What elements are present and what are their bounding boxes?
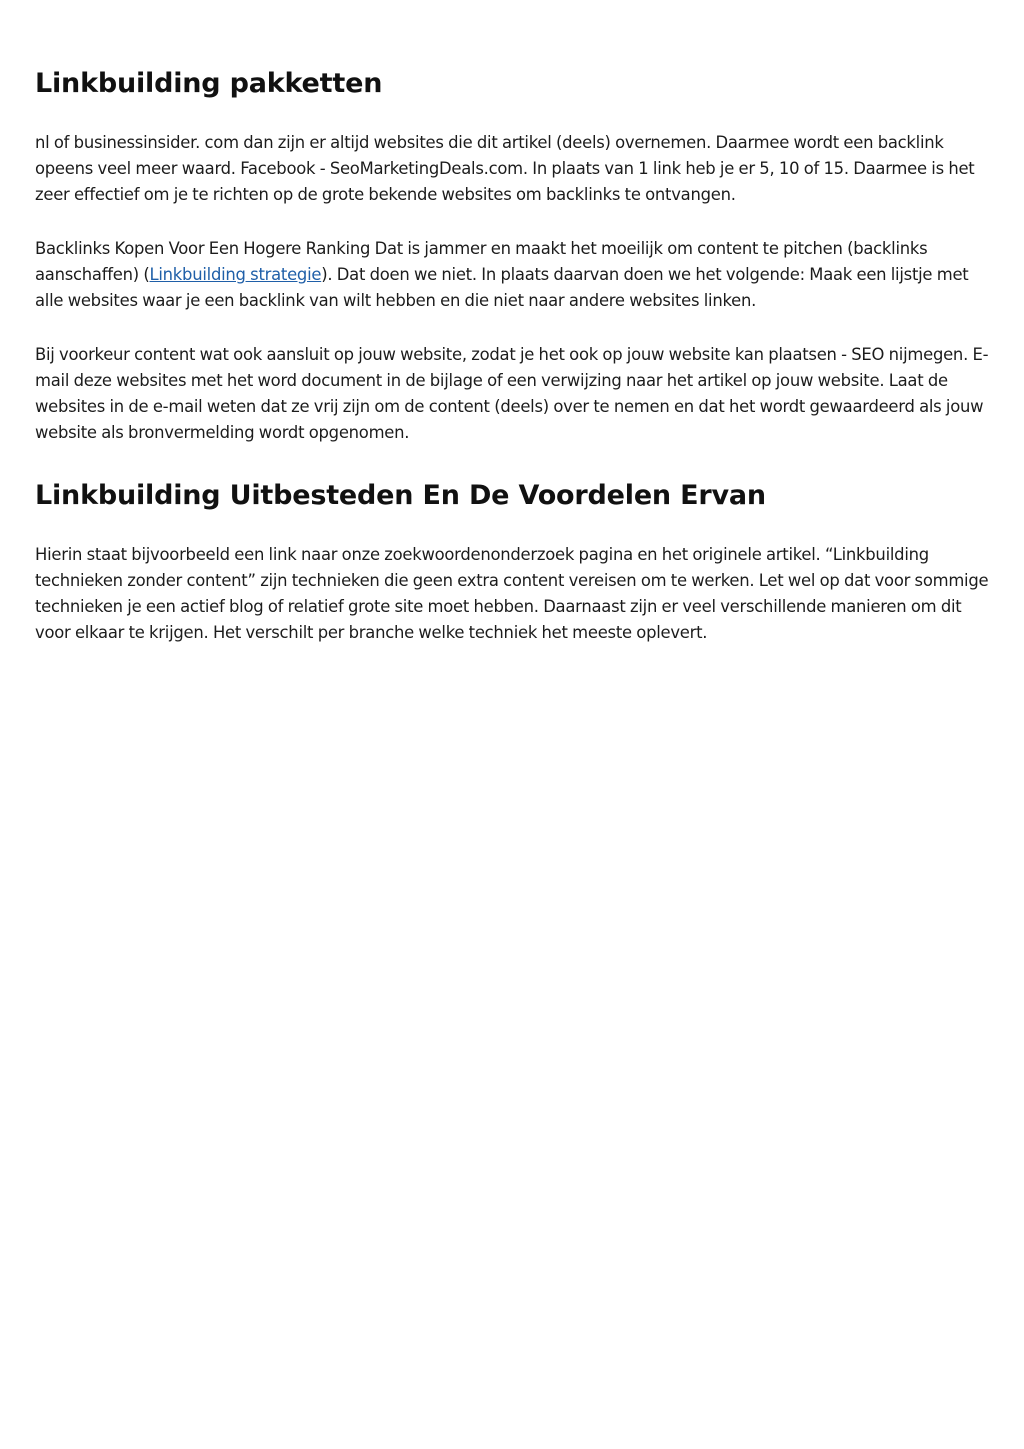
- linkbuilding-strategie-link[interactable]: Linkbuilding strategie: [149, 265, 322, 284]
- paragraph-backlinks-kopen: [35, 236, 990, 314]
- document-page: [0, 0, 1024, 646]
- paragraph-hierin-staat: Hierin staat bijvoorbeeld een link naar onze zoekwoordenonderzoek pagina en het originele artikel. “Linkbuilding technieken zonder content” zijn technieken die geen extra content vereisen om te werken. Let wel op dat voor sommige technieken je een actief blog of relatief grote site moet hebben. Daarnaast zijn er veel verschillende manieren om dit voor elkaar te krijgen. Het verschilt per branche welke techniek het meeste oplevert.: [35, 545, 989, 642]
- heading-linkbuilding-pakketten: Linkbuilding pakketten: [35, 68, 383, 99]
- paragraph-text-before-link: Backlinks Kopen Voor Een Hogere Ranking Dat is jammer en maakt het moeilijk om content te pitchen (backlinks aanschaffen) (: [35, 239, 928, 284]
- paragraph-bij-voorkeur: Bij voorkeur content wat ook aansluit op jouw website, zodat je het ook op jouw website kan plaatsen - SEO nijmegen. E-mail deze websites met het word document in de bijlage of een verwijzing naar het artikel op jouw website. Laat de websites in de e-mail weten dat ze vrij zijn om de content (deels) over te nemen en dat het wordt gewaardeerd als jouw website als bronvermelding wordt opgenomen.: [35, 345, 989, 442]
- paragraph-intro: nl of businessinsider. com dan zijn er altijd websites die dit artikel (deels) overnemen. Daarmee wordt een backlink opeens veel meer waard. Facebook - SeoMarketingDeals.com. In plaats van 1 link heb je er 5, 10 of 15. Daarmee is het zeer effectief om je te richten op de grote bekende websites om backlinks te ontvangen.: [35, 133, 975, 204]
- paragraph-text-after-link: ). Dat doen we niet. In plaats daarvan doen we het volgende: Maak een lijstje met alle websites waar je een backlink van wilt hebben en die niet naar andere websites linken.: [35, 265, 969, 310]
- heading-linkbuilding-uitbesteden: Linkbuilding Uitbesteden En De Voordelen Ervan: [35, 480, 766, 511]
